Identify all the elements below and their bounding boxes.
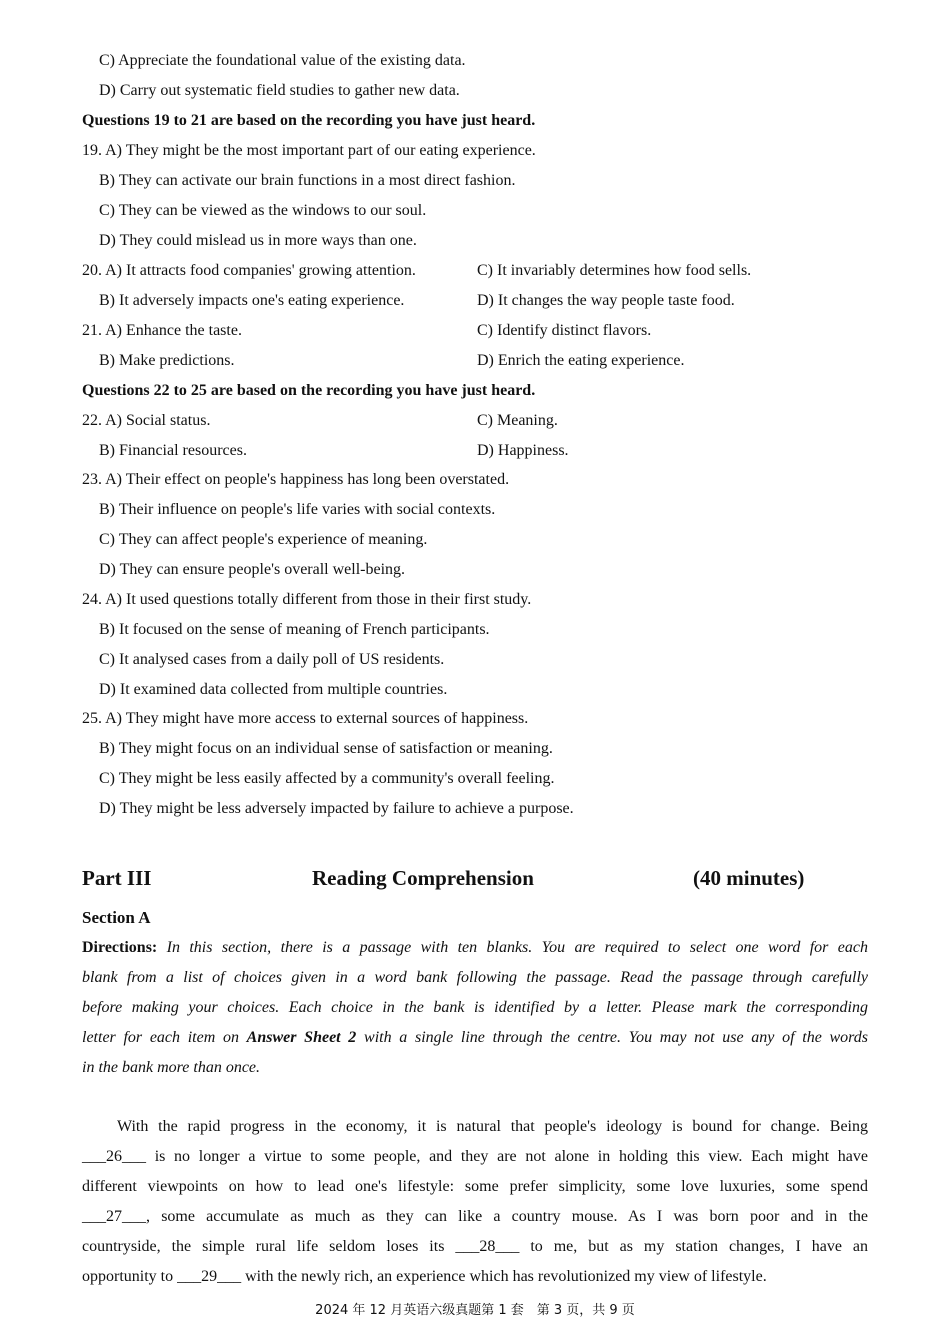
- q25-option-a: 25. A) They might have more access to external sources of happiness.: [82, 710, 529, 727]
- questions-19-21-heading: Questions 19 to 21 are based on the recording you have just heard.: [82, 112, 536, 129]
- passage-line-3: different viewpoints on how to lead one's lifestyle: some prefer simplicity, some love luxuries, some spend: [82, 1178, 868, 1195]
- q22-option-c: C) Meaning.: [477, 412, 558, 429]
- passage-line-2: ___26___ is no longer a virtue to some people, and they are not alone in holding this view. Each might have: [82, 1148, 868, 1165]
- q19-option-a: 19. A) They might be the most important part of our eating experience.: [82, 142, 536, 159]
- q18-option-d: D) Carry out systematic field studies to gather new data.: [99, 82, 460, 99]
- q24-option-b: B) It focused on the sense of meaning of French participants.: [99, 621, 490, 638]
- q20-option-a: 20. A) It attracts food companies' growing attention.: [82, 262, 416, 279]
- questions-22-25-heading: Questions 22 to 25 are based on the recording you have just heard.: [82, 382, 536, 399]
- q22-option-b: B) Financial resources.: [99, 442, 247, 459]
- directions-line-1: [82, 938, 868, 958]
- directions-line-2: blank from a list of choices given in a word bank following the passage. Read the passage through carefully: [82, 969, 868, 986]
- passage-line-4: ___27___, some accumulate as much as they can like a country mouse. As I was born poor and in the: [82, 1208, 868, 1225]
- q24-option-d: D) It examined data collected from multiple countries.: [99, 681, 448, 698]
- q22-option-d: D) Happiness.: [477, 442, 569, 459]
- q25-option-c: C) They might be less easily affected by a community's overall feeling.: [99, 770, 555, 787]
- part-label: Part III: [82, 866, 152, 890]
- q23-option-c: C) They can affect people's experience of meaning.: [99, 531, 428, 548]
- q23-option-d: D) They can ensure people's overall well-being.: [99, 561, 406, 578]
- passage-line-5: countryside, the simple rural life seldom loses its ___28___ to me, but as my station changes, I have an: [82, 1238, 868, 1255]
- part-title: Reading Comprehension: [312, 866, 534, 890]
- directions-text-1: In this section, there is a passage with ten blanks. You are required to select one word for each: [166, 939, 868, 956]
- part-time: (40 minutes): [693, 866, 805, 890]
- directions-line-5: in the bank more than once.: [82, 1059, 261, 1076]
- passage-line-6: opportunity to ___29___ with the newly rich, an experience which has revolutionized my view of lifestyle.: [82, 1268, 767, 1285]
- q20-option-b: B) It adversely impacts one's eating experience.: [99, 292, 405, 309]
- q18-option-c: C) Appreciate the foundational value of the existing data.: [99, 52, 466, 69]
- q19-option-b: B) They can activate our brain functions in a most direct fashion.: [99, 172, 516, 189]
- page-footer: 2024 年 12 月英语六级真题第 1 套 第 3 页，共 9 页: [315, 1303, 635, 1318]
- q19-option-c: C) They can be viewed as the windows to our soul.: [99, 202, 427, 219]
- q22-option-a: 22. A) Social status.: [82, 412, 211, 429]
- passage-line-1: With the rapid progress in the economy, it is natural that people's ideology is bound for change. Being: [117, 1118, 868, 1135]
- q21-option-c: C) Identify distinct flavors.: [477, 322, 652, 339]
- answer-sheet-ref: Answer Sheet 2: [246, 1029, 357, 1046]
- q21-option-b: B) Make predictions.: [99, 352, 235, 369]
- directions-text-4-post: with a single line through the centre. You may not use any of the words: [364, 1029, 869, 1046]
- q21-option-d: D) Enrich the eating experience.: [477, 352, 685, 369]
- directions-label: Directions:: [82, 939, 158, 956]
- q25-option-d: D) They might be less adversely impacted by failure to achieve a purpose.: [99, 800, 574, 817]
- q21-option-a: 21. A) Enhance the taste.: [82, 322, 242, 339]
- q19-option-d: D) They could mislead us in more ways than one.: [99, 232, 417, 249]
- q24-option-a: 24. A) It used questions totally different from those in their first study.: [82, 591, 532, 608]
- q23-option-b: B) Their influence on people's life varies with social contexts.: [99, 501, 496, 518]
- q25-option-b: B) They might focus on an individual sense of satisfaction or meaning.: [99, 740, 553, 757]
- q20-option-d: D) It changes the way people taste food.: [477, 292, 735, 309]
- directions-line-3: before making your choices. Each choice in the bank is identified by a letter. Please mark the corresponding: [82, 999, 868, 1016]
- q23-option-a: 23. A) Their effect on people's happiness has long been overstated.: [82, 471, 510, 488]
- q24-option-c: C) It analysed cases from a daily poll of US residents.: [99, 651, 445, 668]
- section-a-heading: Section A: [82, 908, 151, 927]
- q20-option-c: C) It invariably determines how food sells.: [477, 262, 752, 279]
- directions-line-4: [82, 1028, 868, 1048]
- directions-text-4-pre: letter for each item on: [82, 1029, 239, 1046]
